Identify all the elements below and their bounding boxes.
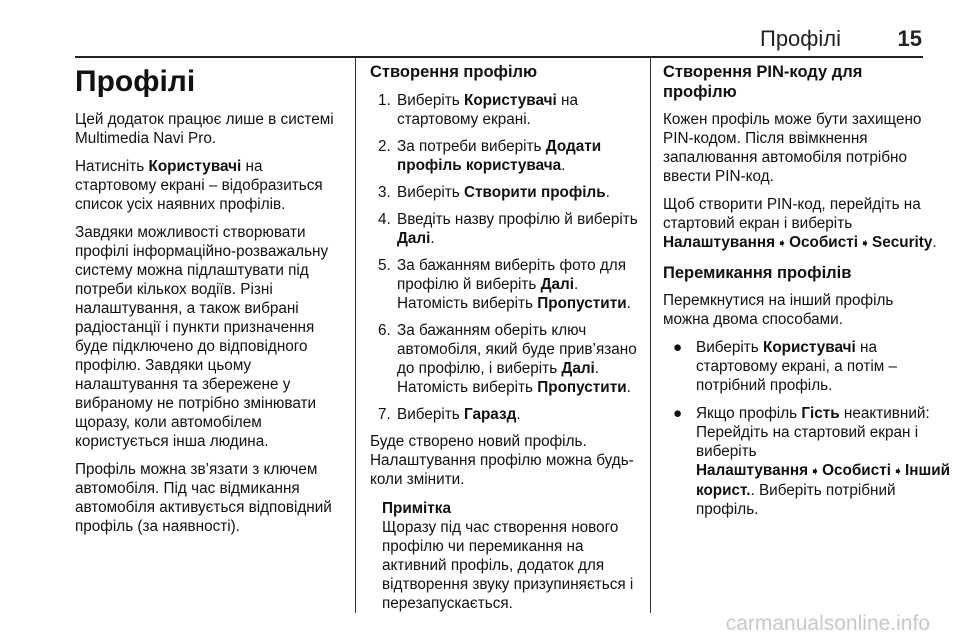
list-item: ● Якщо профіль Гість неактивний: Перейдіть на стартовий екран і виберіть Налаштування ➧ Особисті ➧ Інший корист.. Виберіть потрібний профіль. [673,405,951,518]
paragraph-profiles-benefit: Завдяки можливості створювати профілі інформаційно-розважальну систему можна підлаштувати під потреби кількох водіїв. Різні налаштування, а також вибрані радіостанції і пункти призначення буде підключено до відповідного профілю. Завдяки цьому налаштування та збережене у вибраному не потрібно змінювати щоразу, коли автомобілем користується інша людина. [75,224,329,450]
arrow-right-icon: ➧ [810,464,821,478]
paragraph-after-steps: Буде створено новий профіль. Налаштування профілю можна будь-коли змінити. [370,433,634,488]
ui-term-users: Користувачі [148,158,242,175]
step-item: 7. Виберіть Гаразд. [378,406,521,423]
step-item: 6. За бажанням оберіть ключ автомобіля, який буде прив’язано до профілю, і виберіть Далі. Натомість виберіть Пропустити. [378,322,637,396]
steps-list [370,91,640,424]
note-box [382,499,640,613]
step-item: 1. Виберіть Користувачі на стартовому екрані. [378,92,578,128]
arrow-right-icon: ➧ [892,464,904,478]
watermark: carmanualsonline.info [725,612,930,635]
switch-options-list [663,338,951,519]
arrow-right-icon: ➧ [777,236,788,250]
list-item: ● Виберіть Користувачі на стартовому екрані, а потім – потрібний профіль. [673,339,898,394]
bullet-icon: ● [673,405,683,422]
note-text: Щоразу під час створення нового профілю чи перемикання на активний профіль, додаток для відтворення звуку призупиняється і перезапускається. [382,519,634,612]
column-2 [370,62,640,613]
paragraph-switch-intro: Перемкнутися на інший профіль можна двома способами. [663,292,894,328]
section-title-profiles: Профілі [75,65,196,98]
bullet-icon: ● [673,339,683,356]
paragraph-key-link: Профіль можна зв’язати з ключем автомобіля. Під час відмикання автомобіля активується відповідний профіль (за наявності). [75,461,332,535]
section-title-switch: Перемикання профілів [663,264,852,282]
header-title: Профілі [760,26,841,51]
paragraph-users: Натисніть Користувачі на стартовому екрані – відобразиться список усіх наявних профілів. [75,158,323,213]
step-item: 3. Виберіть Створити профіль. [378,184,610,201]
column-1 [75,62,347,545]
header-rule [75,56,923,58]
column-divider-1 [355,58,356,613]
paragraph-pin-howto: Щоб створити PIN-код, перейдіть на стартовий екран і виберіть Налаштування ➧ Особисті ➧ Security. [663,196,937,251]
column-3 [663,62,951,528]
step-item: 2. За потреби виберіть Додати профіль користувача. [378,138,602,174]
paragraph-pin-intro: Кожен профіль може бути захищено PIN-кодом. Після ввімкнення запалювання автомобіля потрібно ввести PIN-код. [663,111,922,185]
arrow-right-icon: ➧ [859,236,871,250]
section-title-create-profile: Створення профілю [370,63,538,81]
column-divider-2 [650,58,651,613]
page-number: 15 [897,26,922,51]
section-title-pin: Створення PIN-коду для профілю [663,63,863,101]
paragraph-intro: Цей додаток працює лише в системі Multimedia Navi Pro. [75,111,334,147]
step-item: 5. За бажанням виберіть фото для профілю й виберіть Далі. Натомість виберіть Пропустити. [378,257,631,312]
note-title: Примітка [382,500,451,517]
step-item: 4. Введіть назву профілю й виберіть Далі. [378,211,638,247]
